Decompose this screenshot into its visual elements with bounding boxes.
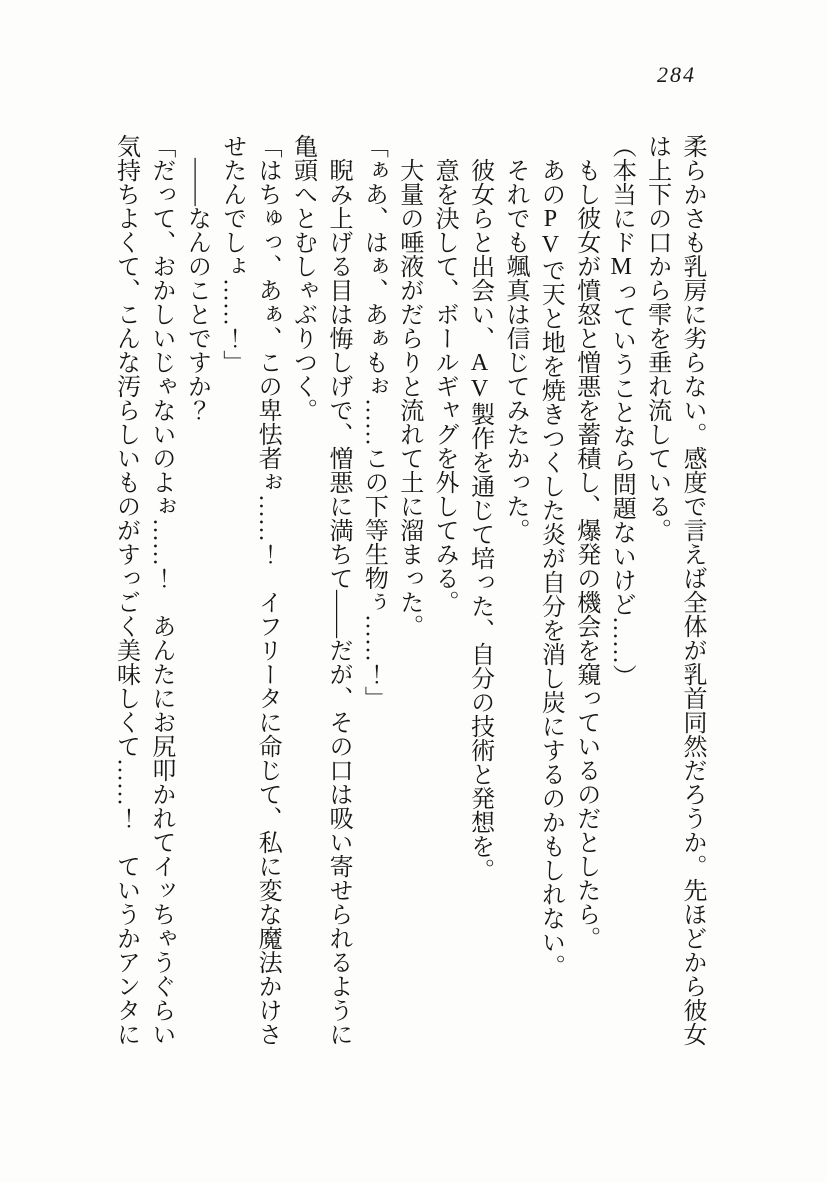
text-column: 柔らかさも乳房に劣らない。感度で言えば全体が乳首同然だろうか。先ほどから彼女	[679, 134, 705, 1046]
text-column: 彼女らと出会い、AV製作を通じて培った、自分の技術と発想を。	[466, 158, 493, 882]
text-column: 睨み上げる目は悔しげで、憎悪に満ちて――だが、その口は吸い寄せられるように	[324, 158, 351, 1046]
text-column: ――なんのことですか？	[183, 158, 210, 422]
text-column: もし彼女が憤怒と憎悪を蓄積し、爆発の機会を窺っているのだとしたら。	[572, 158, 599, 950]
text-column: それでも颯真は信じてみたかった。	[501, 158, 528, 542]
text-column: （本当にドMっていうことなら問題ないけど……）	[608, 134, 635, 688]
text-column: 「ぁあ、はぁ、あぁもぉ……この下等生物ぅ……！」	[360, 134, 387, 710]
page-number: 284	[657, 62, 696, 87]
text-column: は上下の口から雫を垂れ流している。	[643, 134, 670, 542]
text-column: 「はちゅっ、あぁ、この卑怯者ぉ……！ イフリータに命じて、私に変な魔法かけさ	[254, 134, 281, 1046]
text-column: あのPVで天と地を焼きつくした炎が自分を消し炭にするのかもしれない。	[537, 158, 564, 978]
text-column: 気持ちよくて、こんな汚らしいものがすっごく美味しくて……！ ていうかアンタに	[112, 134, 139, 1046]
vertical-text-block	[107, 134, 709, 1056]
text-column: せたんでしょ……！」	[218, 134, 245, 374]
text-column: 「だって、おかしいじゃないのよぉ……！ あんたにお尻叩かれてイッちゃうぐらい	[147, 134, 174, 1046]
text-column: 亀頭へとむしゃぶりつく。	[289, 134, 316, 422]
text-column: 意を決して、ボールギャグを外してみる。	[431, 158, 458, 614]
text-column: 大量の唾液がだらりと流れて土に溜まった。	[395, 158, 422, 638]
